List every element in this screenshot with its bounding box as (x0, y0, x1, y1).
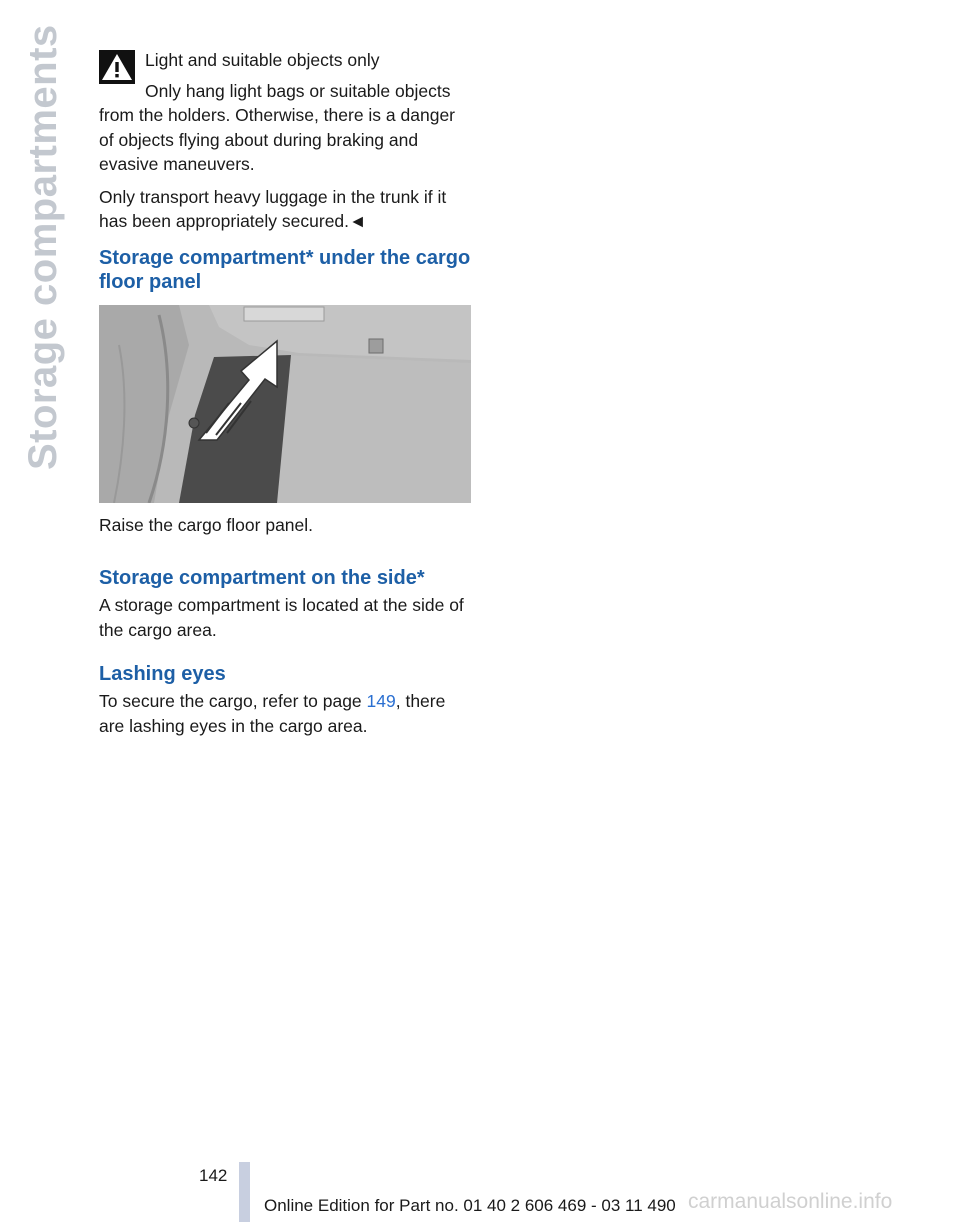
heading-side-storage: Storage compartment on the side* (99, 567, 425, 589)
section-side-title: Storage compartments (21, 24, 65, 470)
watermark: carmanualsonline.info (688, 1190, 893, 1213)
warning-triangle-icon (99, 50, 135, 84)
caption-raise-panel: Raise the cargo floor panel. (99, 515, 314, 535)
side-storage-text: A storage compartment is located at the side of the cargo area. (99, 595, 464, 640)
edition-text: Online Edition for Part no. 01 40 2 606 469 - 03 11 490 (264, 1196, 676, 1215)
lashing-text-before: To secure the cargo, refer to page (99, 691, 367, 711)
heading-lashing-eyes: Lashing eyes (99, 663, 226, 685)
page-number: 142 (199, 1166, 228, 1185)
lashing-text-after: , there are lashing eyes in the cargo area. (99, 691, 446, 736)
page-link-149[interactable]: 149 (366, 691, 396, 711)
warning-title: Light and suitable objects only (145, 50, 380, 70)
warning-block (99, 48, 473, 234)
warning-secure-text: Only transport heavy luggage in the trunk if it has been appropriately secured.◄ (99, 186, 447, 231)
heading-under-floor-storage: Storage compartment* under the cargo floor panel (99, 247, 471, 293)
cargo-floor-illustration (99, 305, 471, 503)
warning-text-line1: Only hang light bags or suitable objects (145, 80, 451, 101)
lashing-eyes-text (99, 689, 473, 738)
footer-bar (239, 1162, 250, 1222)
warning-text-rest: from the holders. Otherwise, there is a danger of objects flying about during braking and evasive maneuvers. (99, 105, 456, 174)
